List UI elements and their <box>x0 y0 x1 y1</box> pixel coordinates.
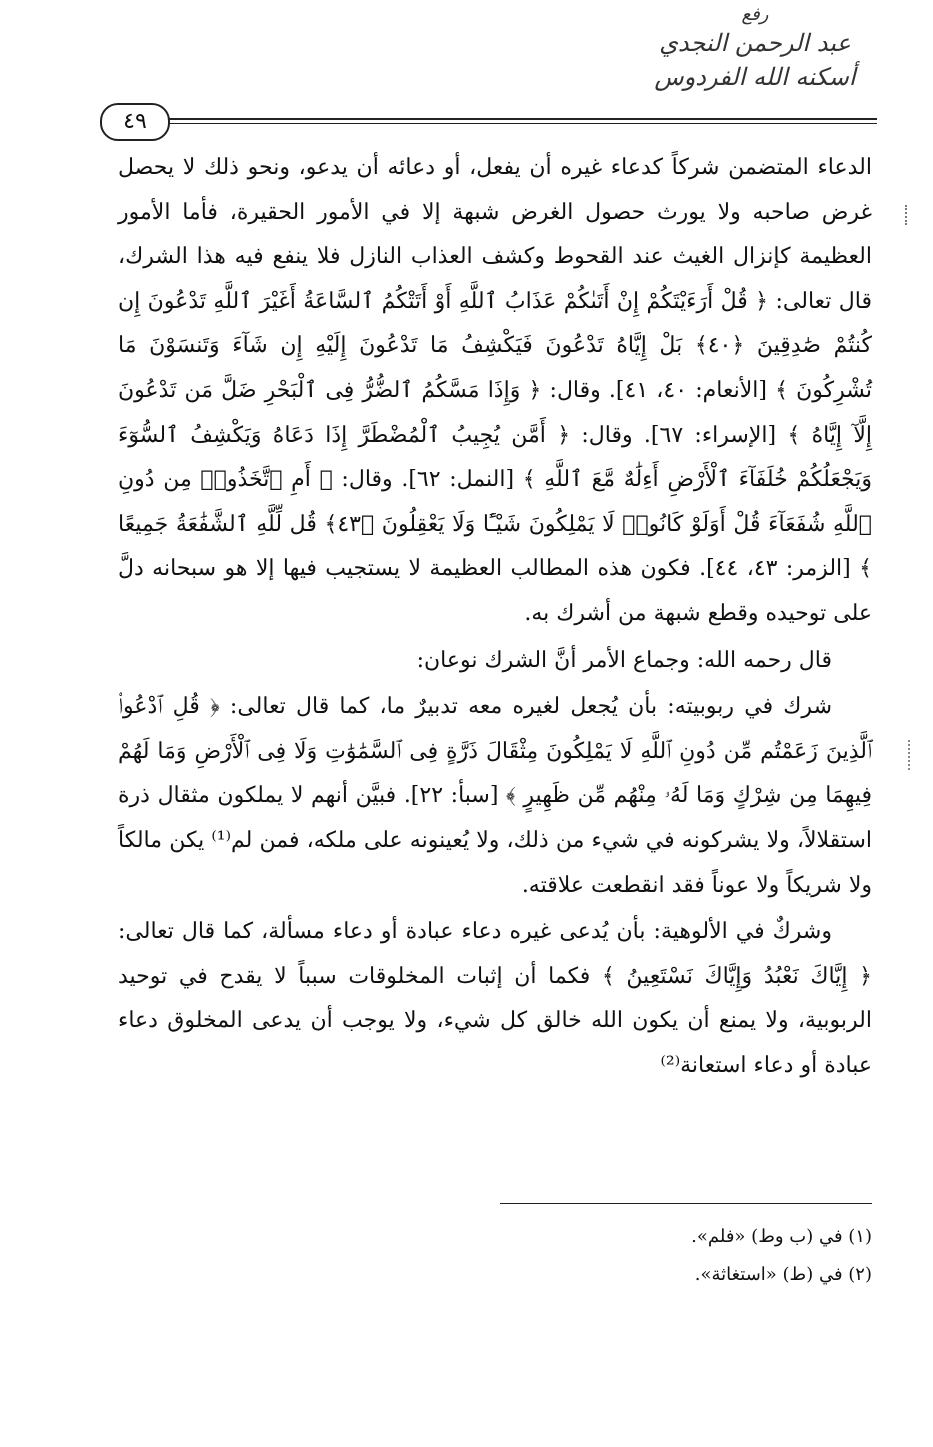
signature-stamp <box>650 4 860 104</box>
margin-mark <box>905 205 915 225</box>
stamp-line-2: عبد الرحمن النجدي <box>659 29 851 57</box>
footnotes <box>300 1218 872 1294</box>
footnote: (٢) في (ط) «استغاثة». <box>694 1264 872 1285</box>
paragraph: وشركٌ في الألوهية: بأن يُدعى غيره دعاء عبادة أو دعاء مسألة، كما قال تعالى: ﴿ إِيَّاكَ نَعْبُدُ وَإِيَّاكَ نَسْتَعِينُ ﴾ فكما أن إثبات المخلوقات سبباً لا يقدح في توحيد الربوبية، ولا يمنع أن يكون الله خالق كل شيء، ولا يوجب أن يدعى المخلوق دعاء عبادة أو دعاء استعانة⁽²⁾ <box>118 919 872 1078</box>
footnote: (١) في (ب وط) «فلم». <box>691 1226 872 1247</box>
stamp-line-3: أسكنه الله الفردوس <box>654 63 856 91</box>
stamp-line-1: رفع <box>741 4 769 25</box>
body-text <box>118 146 872 1088</box>
page-number: ٤٩ <box>100 103 170 141</box>
paragraph: شرك في ربوبيته: بأن يُجعل لغيره معه تدبيرٌ ما، كما قال تعالى: ﴿ قُلِ ٱدْعُوا۟ ٱلَّذِينَ زَعَمْتُم مِّن دُونِ ٱللَّهِ لَا يَمْلِكُونَ مِثْقَالَ ذَرَّةٍ فِى ٱلسَّمَٰوَٰتِ وَلَا فِى ٱلْأَرْضِ وَمَا لَهُمْ فِيهِمَا مِن شِرْكٍ وَمَا لَهُۥ مِنْهُم مِّن ظَهِيرٍ ﴾ [سبأ: ٢٢]. فبيَّن أنهم لا يملكون مثقال ذرة استقلالاً، ولا يشركونه في شيء من ذلك، ولا يُعينونه على ملكه، فمن لم⁽¹⁾ يكن مالكاً ولا شريكاً ولا عوناً فقد انقطعت علاقته. <box>118 694 872 898</box>
paragraph: قال رحمه الله: وجماع الأمر أنَّ الشرك نوعان: <box>416 647 832 673</box>
paragraph: الدعاء المتضمن شركاً كدعاء غيره أن يفعل، أو دعائه أن يدعو، ونحو ذلك لا يحصل غرض صاحبه ولا يورث حصول الغرض شبهة إلا في الأمور الحقيرة، فأما الأمور العظيمة كإنزال الغيث عند القحوط وكشف العذاب النازل فلا ينفع فيه هذا الشرك، قال تعالى: ﴿ قُلْ أَرَءَيْتَكُمْ إِنْ أَتَىٰكُمْ عَذَابُ ٱللَّهِ أَوْ أَتَتْكُمُ ٱلسَّاعَةُ أَغَيْرَ ٱللَّهِ تَدْعُونَ إِن كُنتُمْ صَٰدِقِينَ ﴿٤٠﴾ بَلْ إِيَّاهُ تَدْعُونَ فَيَكْشِفُ مَا تَدْعُونَ إِلَيْهِ إِن شَآءَ وَتَنسَوْنَ مَا تُشْرِكُونَ ﴾ [الأنعام: ٤٠، ٤١]. وقال: ﴿ وَإِذَا مَسَّكُمُ ٱلضُّرُّ فِى ٱلْبَحْرِ ضَلَّ مَن تَدْعُونَ إِلَّآ إِيَّاهُ ﴾ [الإسراء: ٦٧]. وقال: ﴿ أَمَّن يُجِيبُ ٱلْمُضْطَرَّ إِذَا دَعَاهُ وَيَكْشِفُ ٱلسُّوٓءَ وَيَجْعَلُكُمْ خُلَفَآءَ ٱلْأَرْضِ أَءِلَٰهٌ مَّعَ ٱللَّهِ ﴾ [النمل: ٦٢]. وقال: ﴿ أَمِ ٱتَّخَذُوا۟ مِن دُونِ ٱللَّهِ شُفَعَآءَ قُلْ أَوَلَوْ كَانُوا۟ لَا يَمْلِكُونَ شَيْـًٔا وَلَا يَعْقِلُونَ ﴿٤٣﴾ قُل لِّلَّهِ ٱلشَّفَٰعَةُ جَمِيعًا ﴾ [الزمر: ٤٣، ٤٤]. فكون هذه المطالب العظيمة لا يستجيب فيها إلا هو سبحانه دلَّ على توحيده وقطع شبهة من أشرك به. <box>118 155 873 626</box>
footnote-rule <box>500 1203 872 1204</box>
margin-mark <box>908 740 916 770</box>
header-rule-thin <box>165 123 877 124</box>
header-rule <box>165 118 877 120</box>
